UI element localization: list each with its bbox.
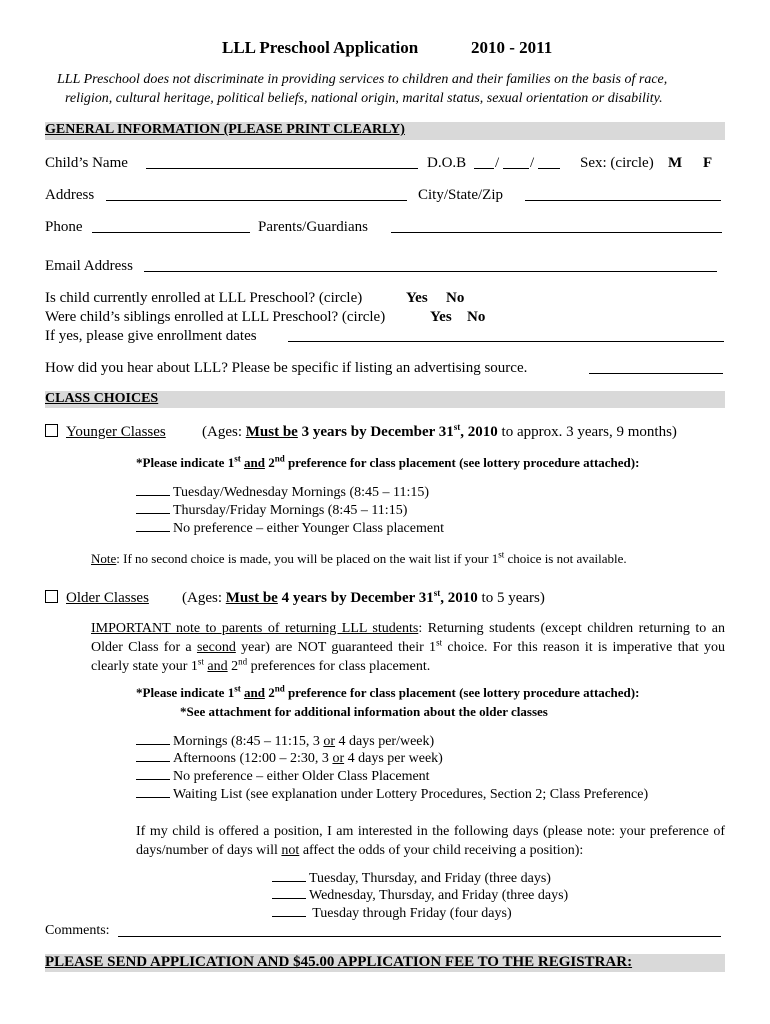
phone-label: Phone: [45, 219, 83, 235]
class-choices-heading: CLASS CHOICES: [45, 391, 159, 406]
younger-option-2[interactable]: Thursday/Friday Mornings (8:45 – 11:15): [136, 503, 407, 519]
dob-slash-2: /: [530, 155, 535, 171]
older-option-3[interactable]: No preference – either Older Class Placement: [136, 769, 430, 785]
day-option-2[interactable]: Wednesday, Thursday, and Friday (three days): [272, 888, 568, 904]
form-title: LLL Preschool Application: [222, 38, 419, 57]
email-field[interactable]: [144, 271, 717, 272]
parents-field[interactable]: [391, 232, 722, 233]
send-application-notice: PLEASE SEND APPLICATION AND $45.00 APPLICATION FEE TO THE REGISTRAR:: [45, 954, 633, 970]
younger-note: Note: If no second choice is made, you will be placed on the wait list if your 1st choice is not available.: [91, 549, 627, 566]
parents-label: Parents/Guardians: [258, 219, 368, 235]
older-option-4[interactable]: Waiting List (see explanation under Lottery Procedures, Section 2; Class Preference): [136, 787, 648, 803]
city-state-zip-label: City/State/Zip: [418, 187, 503, 203]
sex-m-option[interactable]: M: [668, 155, 683, 171]
older-see-attachment: *See attachment for additional information about the older classes: [180, 704, 548, 719]
older-classes-checkbox[interactable]: [45, 590, 58, 603]
address-field[interactable]: [106, 200, 407, 201]
day-option-1[interactable]: Tuesday, Thursday, and Friday (three days): [272, 871, 551, 887]
older-indicate-preference: *Please indicate 1st and 2nd preference for class placement (see lottery procedure attached):: [136, 683, 640, 700]
siblings-no[interactable]: No: [467, 309, 486, 325]
general-info-heading: GENERAL INFORMATION (PLEASE PRINT CLEARLY): [45, 122, 405, 137]
older-position-note: If my child is offered a position, I am interested in the following days (please note: your preference of days/number of days will not affect the odds of your child receiving a position):: [136, 824, 725, 858]
younger-option-1[interactable]: Tuesday/Wednesday Mornings (8:45 – 11:15): [136, 485, 429, 501]
enrolled-question: Is child currently enrolled at LLL Preschool? (circle): [45, 290, 363, 306]
siblings-yes[interactable]: Yes: [430, 309, 452, 325]
dob-day-field[interactable]: [503, 168, 529, 169]
older-option-1[interactable]: Mornings (8:45 – 11:15, 3 or 4 days per/week): [136, 734, 434, 750]
day-option-3[interactable]: Tuesday through Friday (four days): [272, 906, 512, 922]
older-classes-label: Older Classes: [66, 590, 149, 606]
siblings-question: Were child’s siblings enrolled at LLL Preschool? (circle): [45, 309, 386, 325]
dob-slash-1: /: [495, 155, 500, 171]
younger-ages: (Ages: Must be 3 years by December 31st, 2010 to approx. 3 years, 9 months): [202, 422, 677, 440]
older-classes-row: [45, 590, 149, 607]
comments-field[interactable]: [118, 936, 721, 937]
email-label: Email Address: [45, 258, 133, 274]
city-state-zip-field[interactable]: [525, 200, 721, 201]
younger-classes-checkbox[interactable]: [45, 424, 58, 437]
form-years: 2010 - 2011: [471, 38, 553, 57]
younger-option-3[interactable]: No preference – either Younger Class placement: [136, 521, 444, 537]
enrollment-dates-field[interactable]: [288, 341, 724, 342]
younger-indicate-preference: *Please indicate 1st and 2nd preference for class placement (see lottery procedure attached):: [136, 453, 640, 470]
older-ages: (Ages: Must be 4 years by December 31st, 2010 to 5 years): [182, 588, 545, 606]
comments-label: Comments:: [45, 923, 110, 938]
disclaimer-line-2: religion, cultural heritage, political beliefs, national origin, marital status, sexual orientation or disability.: [65, 91, 663, 106]
older-option-2[interactable]: Afternoons (12:00 – 2:30, 3 or 4 days per week): [136, 751, 443, 767]
phone-field[interactable]: [92, 232, 250, 233]
sex-f-option[interactable]: F: [703, 155, 713, 171]
dob-label: D.O.B: [427, 155, 467, 171]
younger-classes-row: [45, 424, 166, 441]
child-name-field[interactable]: [146, 168, 418, 169]
enrolled-no[interactable]: No: [446, 290, 465, 306]
dob-year-field[interactable]: [538, 168, 560, 169]
child-name-label: Child’s Name: [45, 155, 128, 171]
enrolled-yes[interactable]: Yes: [406, 290, 428, 306]
dob-month-field[interactable]: [474, 168, 494, 169]
older-important-note: IMPORTANT note to parents of returning LLL students: Returning students (except children returning to an Older Class for a second year) are NOT guaranteed their 1st choice. For this reason it is imperative that you clearly state your 1st and 2nd preferences for class placement.: [91, 621, 725, 674]
hear-about-label: How did you hear about LLL? Please be specific if listing an advertising source.: [45, 360, 528, 376]
enrollment-dates-label: If yes, please give enrollment dates: [45, 328, 257, 344]
disclaimer-line-1: LLL Preschool does not discriminate in providing services to children and their families on the basis of race,: [57, 72, 668, 87]
sex-label: Sex: (circle): [580, 155, 654, 171]
hear-about-field[interactable]: [589, 373, 723, 374]
address-label: Address: [45, 187, 95, 203]
younger-classes-label: Younger Classes: [66, 424, 166, 440]
